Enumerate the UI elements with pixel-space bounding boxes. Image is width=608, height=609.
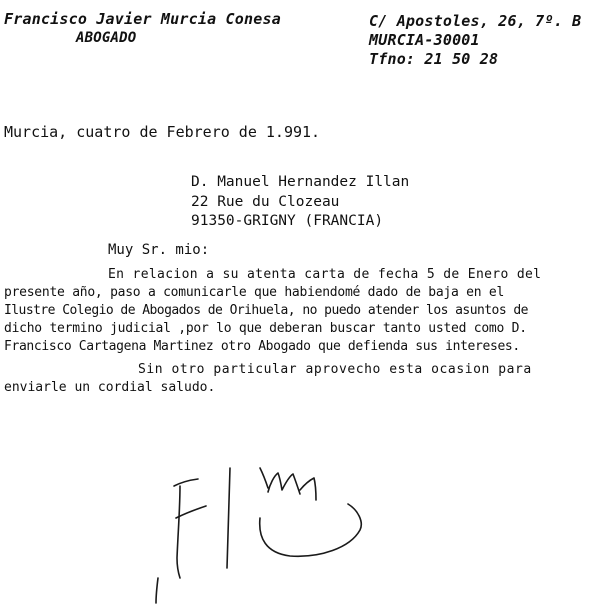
sender-title: ABOGADO	[76, 30, 137, 46]
date-line: Murcia, cuatro de Febrero de 1.991.	[4, 123, 321, 141]
sender-name: Francisco Javier Murcia Conesa	[4, 10, 281, 28]
sender-address-line1: C/ Apostoles, 26, 7º. B	[369, 12, 582, 30]
body-p1-line2: presente año, paso a comunicarle que habiendomé dado de baja en el	[4, 285, 505, 300]
body-p1-line4: dicho termino judicial ,por lo que deberan buscar tanto usted como D.	[4, 321, 527, 336]
handwritten-signature	[150, 448, 370, 608]
recipient-line1: D. Manuel Hernandez Illan	[191, 174, 410, 190]
recipient-line3: 91350-GRIGNY (FRANCIA)	[191, 213, 384, 229]
body-p2-line1: Sin otro particular aprovecho esta ocasion para	[138, 362, 532, 377]
body-p2-line2: enviarle un cordial saludo.	[4, 380, 216, 395]
body-p1-line5: Francisco Cartagena Martinez otro Abogado que defienda sus intereses.	[4, 339, 520, 354]
body-p1-line1: En relacion a su atenta carta de fecha 5 de Enero del	[108, 267, 542, 282]
salutation: Muy Sr. mio:	[108, 242, 210, 258]
body-p1-line3: Ilustre Colegio de Abogados de Orihuela, no puedo atender los asuntos de	[4, 303, 528, 318]
recipient-line2: 22 Rue du Clozeau	[191, 194, 340, 210]
sender-phone: Tfno: 21 50 28	[369, 50, 499, 68]
sender-address-line2: MURCIA-30001	[369, 31, 480, 49]
